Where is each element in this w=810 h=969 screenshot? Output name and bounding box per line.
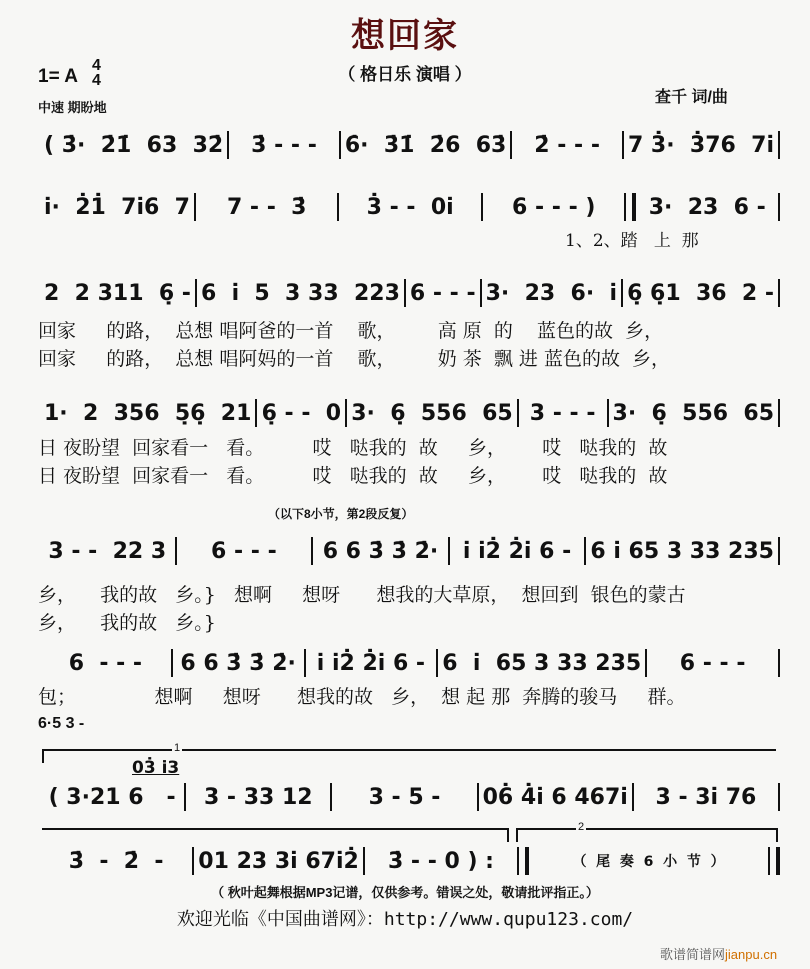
- measure: 3· 23 6 -: [648, 194, 766, 220]
- measure: 6 - - -: [68, 650, 143, 676]
- notation-row: [40, 536, 780, 566]
- lyric-line: 日 夜盼望 回家看一 看。 哎 哒我的 故 乡， 哎 哒我的 故: [38, 437, 668, 459]
- notation-row: [40, 648, 780, 678]
- repeat-barline: [517, 847, 529, 875]
- lyric-line: 日 夜盼望 回家看一 看。 哎 哒我的 故 乡， 哎 哒我的 故: [38, 465, 668, 487]
- measure: 1· 2 356 5̣6̣ 21: [44, 400, 252, 426]
- measure: 3 - - 22 3: [48, 538, 167, 564]
- measure: 3· 6̣ 556 65: [612, 400, 774, 426]
- lyric-line: 乡， 我的故 乡。}: [38, 612, 216, 634]
- measure: 06̇ 4̇i̇ 6 467i̇: [482, 784, 628, 810]
- measure: 3 - 3i̇ 76: [655, 784, 757, 810]
- notation-row: [40, 278, 780, 308]
- measure: ( 3·21 6 -: [48, 784, 176, 810]
- barline: [778, 537, 780, 565]
- measure: 3̇ - - -: [251, 132, 317, 158]
- watermark-cn: 歌谱简谱网: [660, 947, 726, 962]
- notation-row: [40, 846, 780, 876]
- measure: 2̇ - - -: [534, 132, 600, 158]
- measure: 6 i̇ 65 3 33 235: [590, 538, 774, 564]
- measure: 6̣ 6̣1 36 2 -: [627, 280, 774, 306]
- measure: 7 - - 3̇: [226, 194, 307, 220]
- measure: 6 6 3̇ 3̇ 2̇·: [180, 650, 296, 676]
- lyric-line: 回家 的路， 总想 唱阿爸的一首 歌， 高 原 的 蓝色的故 乡，: [38, 320, 664, 342]
- barline: [778, 783, 780, 811]
- verse-marker: 1、2、踏 上 那: [565, 231, 699, 251]
- time-top: 4: [92, 57, 101, 74]
- measure: 6 - - -: [409, 280, 476, 306]
- measure: 01 23 3i̇ 67i̇2̇: [198, 848, 359, 874]
- repeat-note: （以下8小节，第2段反复）: [268, 507, 414, 521]
- measure: 6̇· 3̇1̇ 2̇6 63̇: [344, 132, 507, 158]
- lyric-line: 回家 的路， 总想 唱阿妈的一首 歌， 奶 茶 飘 进 蓝色的故 乡，: [38, 348, 671, 370]
- measure: 6̣ - - 0: [261, 400, 342, 426]
- measure: 6 - - -: [211, 538, 277, 564]
- barline: [778, 279, 780, 307]
- measure: 3̇ - 2̇ -: [68, 848, 164, 874]
- measure: 6 i̇ 65 3 33 235: [442, 650, 642, 676]
- tempo-marking: 中速 期盼地: [38, 100, 107, 115]
- watermark: [660, 944, 777, 963]
- measure: 6 - - - ): [512, 194, 596, 220]
- watermark-en: jianpu.cn: [725, 947, 778, 962]
- key-signature: 1= A: [38, 66, 78, 87]
- barline: [778, 399, 780, 427]
- measure: 6 - - -: [679, 650, 746, 676]
- song-title: 想回家: [351, 16, 459, 56]
- upper-notes: 03̇ i̇3: [132, 758, 180, 778]
- measure: 3̇ - - 0i̇: [366, 194, 454, 220]
- measure: 6 6 3̇ 3̇ 2̇·: [322, 538, 439, 564]
- measure: 6 i̇ 5 3 33 223: [200, 280, 400, 306]
- volta-2: [516, 821, 778, 842]
- measure: 3 - 33 12: [203, 784, 313, 810]
- notation-row: [40, 130, 780, 160]
- time-bottom: 4: [92, 72, 101, 89]
- measure: 3· 23 6· i̇: [485, 280, 618, 306]
- measure: 3̇ - - 0 ) :: [387, 848, 494, 874]
- measure: i̇ i̇2̇ 2̇i̇ 6 -: [462, 538, 572, 564]
- volta-number: 1: [174, 742, 181, 754]
- lyric-line: 包； 想啊 想呀 想我的故 乡， 想 起 那 奔腾的骏马 群。: [38, 686, 686, 708]
- final-barline: [768, 847, 780, 875]
- barline: [778, 131, 780, 159]
- measure: （ 尾 奏 6 小 节 ）: [572, 854, 725, 870]
- measure: ( 3̇· 2̇1̇ 63 32̇: [44, 132, 224, 158]
- time-signature: [92, 58, 101, 88]
- repeat-barline: [624, 193, 636, 221]
- notation-row: [40, 782, 780, 812]
- notation-row: [40, 192, 780, 222]
- alt-ending-notes: 6·5 3 -: [38, 715, 85, 732]
- measure: 3 - 5 -: [368, 784, 441, 810]
- measure: i̇ i̇2̇ 2̇i̇ 6 -: [316, 650, 426, 676]
- measure: i̇· 2̇1̇ 7i̇6 7: [44, 194, 190, 220]
- measure: 3 - - -: [529, 400, 596, 426]
- performer: （ 格日乐 演唱 ）: [338, 65, 472, 84]
- transcription-note: （ 秋叶起舞根据MP3记谱，仅供参考。错误之处，敬请批评指正。）: [211, 885, 599, 900]
- volta-1-end: [42, 828, 509, 842]
- volta-number: 2: [578, 821, 585, 833]
- measure: 3· 6̣ 556 65: [351, 400, 513, 426]
- barline: [778, 649, 780, 677]
- measure: 2 2 311 6̣ -: [44, 280, 191, 306]
- barline: [778, 193, 780, 221]
- measure: 7 3̇· 3̇76 7i̇: [627, 132, 775, 158]
- notation-row: [40, 398, 780, 428]
- site-link[interactable]: 欢迎光临《中国曲谱网》：http://www.qupu123.com/: [176, 909, 634, 930]
- composer-lyricist: 查千 词/曲: [655, 89, 728, 106]
- lyric-line: 乡， 我的故 乡。} 想啊 想呀 想我的大草原， 想回到 银色的蒙古: [38, 584, 686, 606]
